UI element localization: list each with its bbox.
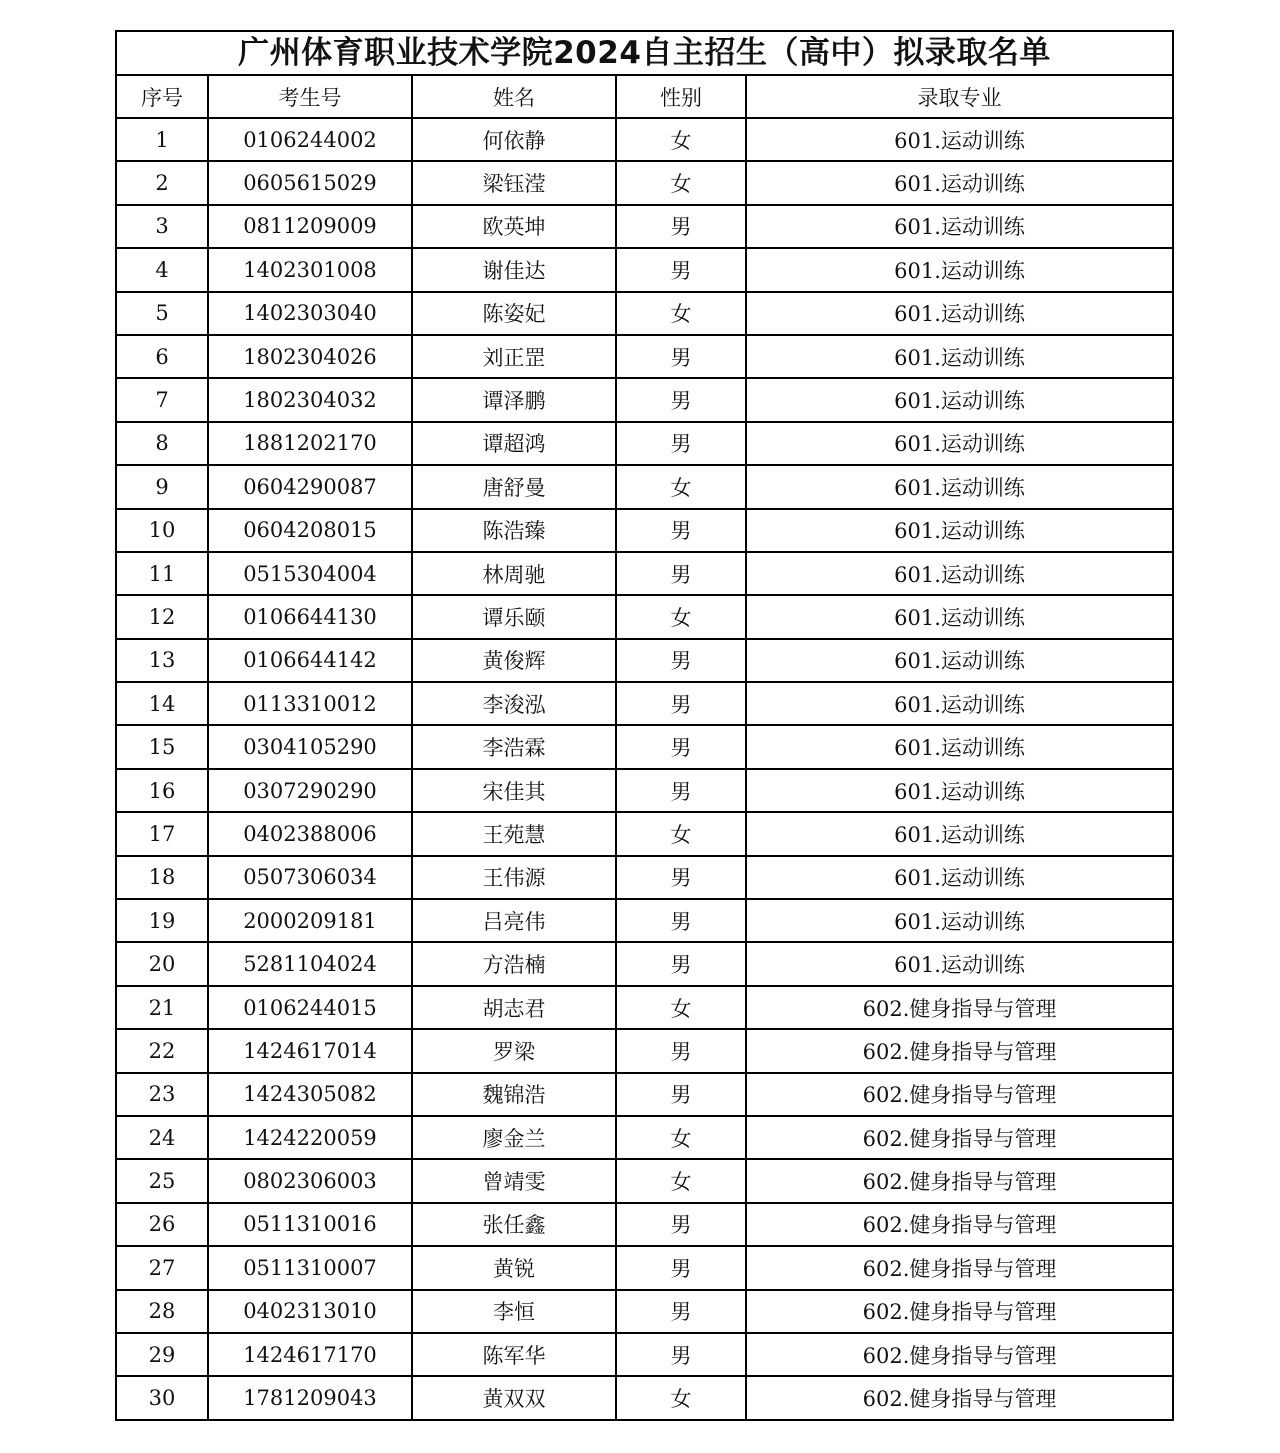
cell-major: 601.运动训练	[746, 682, 1173, 725]
cell-gender: 女	[616, 1159, 746, 1202]
cell-exam-number: 0106644142	[208, 639, 412, 682]
cell-exam-number: 1802304026	[208, 335, 412, 378]
cell-name: 黄锐	[412, 1246, 616, 1289]
cell-index: 6	[116, 335, 208, 378]
table-row	[116, 1290, 1173, 1333]
cell-exam-number: 0113310012	[208, 682, 412, 725]
cell-index: 8	[116, 422, 208, 465]
cell-index: 9	[116, 465, 208, 508]
cell-major: 602.健身指导与管理	[746, 1376, 1173, 1419]
cell-gender: 男	[616, 248, 746, 291]
cell-major: 602.健身指导与管理	[746, 1246, 1173, 1289]
table-row	[116, 1159, 1173, 1202]
cell-gender: 女	[616, 292, 746, 335]
admission-table	[115, 30, 1174, 1421]
cell-gender: 男	[616, 1246, 746, 1289]
table-row	[116, 118, 1173, 161]
cell-index: 24	[116, 1116, 208, 1159]
table-row	[116, 378, 1173, 421]
cell-major: 601.运动训练	[746, 378, 1173, 421]
cell-gender: 男	[616, 205, 746, 248]
cell-name: 宋佳其	[412, 769, 616, 812]
cell-exam-number: 0304105290	[208, 725, 412, 768]
cell-name: 罗梁	[412, 1029, 616, 1072]
cell-exam-number: 2000209181	[208, 899, 412, 942]
cell-major: 602.健身指导与管理	[746, 1073, 1173, 1116]
cell-major: 601.运动训练	[746, 639, 1173, 682]
cell-index: 12	[116, 595, 208, 638]
cell-exam-number: 1424617014	[208, 1029, 412, 1072]
cell-major: 601.运动训练	[746, 509, 1173, 552]
cell-gender: 男	[616, 725, 746, 768]
cell-index: 10	[116, 509, 208, 552]
cell-gender: 男	[616, 1073, 746, 1116]
cell-index: 11	[116, 552, 208, 595]
table-row	[116, 1333, 1173, 1376]
cell-index: 21	[116, 986, 208, 1029]
cell-name: 廖金兰	[412, 1116, 616, 1159]
cell-major: 601.运动训练	[746, 292, 1173, 335]
cell-exam-number: 1424220059	[208, 1116, 412, 1159]
cell-major: 602.健身指导与管理	[746, 1333, 1173, 1376]
cell-index: 18	[116, 856, 208, 899]
table-row	[116, 812, 1173, 855]
cell-major: 601.运动训练	[746, 856, 1173, 899]
cell-name: 方浩楠	[412, 942, 616, 985]
table-row	[116, 986, 1173, 1029]
cell-name: 黄俊辉	[412, 639, 616, 682]
cell-gender: 女	[616, 1116, 746, 1159]
cell-gender: 男	[616, 509, 746, 552]
cell-index: 17	[116, 812, 208, 855]
cell-major: 601.运动训练	[746, 205, 1173, 248]
table-row	[116, 682, 1173, 725]
cell-index: 14	[116, 682, 208, 725]
cell-name: 李浚泓	[412, 682, 616, 725]
cell-exam-number: 1424617170	[208, 1333, 412, 1376]
cell-index: 25	[116, 1159, 208, 1202]
cell-exam-number: 0402388006	[208, 812, 412, 855]
table-row	[116, 205, 1173, 248]
cell-name: 曾靖雯	[412, 1159, 616, 1202]
cell-major: 602.健身指导与管理	[746, 1116, 1173, 1159]
cell-gender: 女	[616, 161, 746, 204]
cell-exam-number: 0811209009	[208, 205, 412, 248]
cell-name: 欧英坤	[412, 205, 616, 248]
cell-exam-number: 1881202170	[208, 422, 412, 465]
cell-exam-number: 1402303040	[208, 292, 412, 335]
cell-index: 22	[116, 1029, 208, 1072]
cell-name: 梁钰滢	[412, 161, 616, 204]
cell-index: 15	[116, 725, 208, 768]
cell-name: 吕亮伟	[412, 899, 616, 942]
cell-exam-number: 1781209043	[208, 1376, 412, 1419]
cell-exam-number: 1424305082	[208, 1073, 412, 1116]
cell-name: 刘正罡	[412, 335, 616, 378]
table-row	[116, 639, 1173, 682]
table-row	[116, 595, 1173, 638]
cell-major: 601.运动训练	[746, 161, 1173, 204]
cell-exam-number: 1802304032	[208, 378, 412, 421]
cell-index: 28	[116, 1290, 208, 1333]
table-row	[116, 1376, 1173, 1419]
cell-gender: 女	[616, 812, 746, 855]
cell-major: 601.运动训练	[746, 422, 1173, 465]
cell-exam-number: 0802306003	[208, 1159, 412, 1202]
cell-index: 29	[116, 1333, 208, 1376]
cell-name: 黄双双	[412, 1376, 616, 1419]
cell-gender: 男	[616, 856, 746, 899]
cell-exam-number: 0515304004	[208, 552, 412, 595]
cell-gender: 男	[616, 335, 746, 378]
cell-major: 602.健身指导与管理	[746, 1029, 1173, 1072]
table-row	[116, 769, 1173, 812]
cell-gender: 男	[616, 1203, 746, 1246]
cell-exam-number: 0511310016	[208, 1203, 412, 1246]
cell-major: 601.运动训练	[746, 595, 1173, 638]
cell-index: 13	[116, 639, 208, 682]
column-header-exam-number: 考生号	[208, 75, 412, 118]
cell-exam-number: 0106644130	[208, 595, 412, 638]
cell-gender: 女	[616, 1376, 746, 1419]
cell-index: 4	[116, 248, 208, 291]
cell-major: 601.运动训练	[746, 118, 1173, 161]
table-row	[116, 1246, 1173, 1289]
cell-name: 李浩霖	[412, 725, 616, 768]
table-row	[116, 422, 1173, 465]
cell-gender: 男	[616, 769, 746, 812]
cell-index: 23	[116, 1073, 208, 1116]
column-header-major: 录取专业	[746, 75, 1173, 118]
cell-index: 27	[116, 1246, 208, 1289]
cell-gender: 男	[616, 1290, 746, 1333]
table-row	[116, 509, 1173, 552]
cell-index: 19	[116, 899, 208, 942]
cell-index: 3	[116, 205, 208, 248]
cell-name: 李恒	[412, 1290, 616, 1333]
document-title: 广州体育职业技术学院2024自主招生（高中）拟录取名单	[116, 31, 1173, 75]
cell-major: 601.运动训练	[746, 769, 1173, 812]
cell-exam-number: 0604290087	[208, 465, 412, 508]
cell-name: 谭乐颐	[412, 595, 616, 638]
table-row	[116, 552, 1173, 595]
cell-index: 1	[116, 118, 208, 161]
table-row	[116, 1073, 1173, 1116]
cell-name: 陈姿妃	[412, 292, 616, 335]
cell-index: 26	[116, 1203, 208, 1246]
cell-gender: 男	[616, 552, 746, 595]
cell-name: 陈军华	[412, 1333, 616, 1376]
cell-major: 601.运动训练	[746, 465, 1173, 508]
cell-gender: 男	[616, 682, 746, 725]
cell-exam-number: 0106244002	[208, 118, 412, 161]
cell-gender: 男	[616, 899, 746, 942]
column-header-gender: 性别	[616, 75, 746, 118]
cell-index: 2	[116, 161, 208, 204]
cell-gender: 女	[616, 465, 746, 508]
cell-gender: 男	[616, 1333, 746, 1376]
cell-name: 陈浩臻	[412, 509, 616, 552]
cell-gender: 男	[616, 639, 746, 682]
cell-major: 601.运动训练	[746, 812, 1173, 855]
column-header-name: 姓名	[412, 75, 616, 118]
table-row	[116, 942, 1173, 985]
table-row	[116, 899, 1173, 942]
table-row	[116, 161, 1173, 204]
cell-name: 唐舒曼	[412, 465, 616, 508]
cell-name: 谭超鸿	[412, 422, 616, 465]
cell-major: 602.健身指导与管理	[746, 1203, 1173, 1246]
cell-index: 16	[116, 769, 208, 812]
cell-index: 7	[116, 378, 208, 421]
table-row	[116, 1116, 1173, 1159]
cell-name: 谢佳达	[412, 248, 616, 291]
cell-name: 何依静	[412, 118, 616, 161]
cell-name: 林周驰	[412, 552, 616, 595]
cell-major: 601.运动训练	[746, 899, 1173, 942]
cell-gender: 女	[616, 118, 746, 161]
table-row	[116, 248, 1173, 291]
cell-index: 5	[116, 292, 208, 335]
cell-major: 602.健身指导与管理	[746, 1159, 1173, 1202]
cell-gender: 女	[616, 986, 746, 1029]
cell-exam-number: 0307290290	[208, 769, 412, 812]
cell-name: 王伟源	[412, 856, 616, 899]
cell-name: 胡志君	[412, 986, 616, 1029]
cell-exam-number: 0402313010	[208, 1290, 412, 1333]
cell-gender: 男	[616, 942, 746, 985]
cell-index: 20	[116, 942, 208, 985]
column-header-index: 序号	[116, 75, 208, 118]
table-row	[116, 292, 1173, 335]
table-row	[116, 725, 1173, 768]
cell-gender: 男	[616, 1029, 746, 1072]
cell-exam-number: 0511310007	[208, 1246, 412, 1289]
cell-major: 601.运动训练	[746, 725, 1173, 768]
cell-exam-number: 0604208015	[208, 509, 412, 552]
cell-name: 谭泽鹏	[412, 378, 616, 421]
table-header-row	[116, 75, 1173, 118]
table-row	[116, 465, 1173, 508]
cell-major: 602.健身指导与管理	[746, 1290, 1173, 1333]
table-row	[116, 335, 1173, 378]
cell-exam-number: 1402301008	[208, 248, 412, 291]
cell-exam-number: 0605615029	[208, 161, 412, 204]
cell-gender: 女	[616, 595, 746, 638]
cell-major: 601.运动训练	[746, 248, 1173, 291]
cell-exam-number: 5281104024	[208, 942, 412, 985]
cell-major: 601.运动训练	[746, 942, 1173, 985]
cell-major: 602.健身指导与管理	[746, 986, 1173, 1029]
cell-major: 601.运动训练	[746, 552, 1173, 595]
table-row	[116, 1029, 1173, 1072]
admission-list-sheet	[115, 30, 1172, 1421]
cell-major: 601.运动训练	[746, 335, 1173, 378]
table-row	[116, 856, 1173, 899]
table-row	[116, 1203, 1173, 1246]
cell-exam-number: 0106244015	[208, 986, 412, 1029]
cell-exam-number: 0507306034	[208, 856, 412, 899]
table-body	[116, 118, 1173, 1420]
cell-name: 魏锦浩	[412, 1073, 616, 1116]
cell-gender: 男	[616, 422, 746, 465]
cell-name: 张任鑫	[412, 1203, 616, 1246]
cell-index: 30	[116, 1376, 208, 1419]
cell-gender: 男	[616, 378, 746, 421]
cell-name: 王苑慧	[412, 812, 616, 855]
